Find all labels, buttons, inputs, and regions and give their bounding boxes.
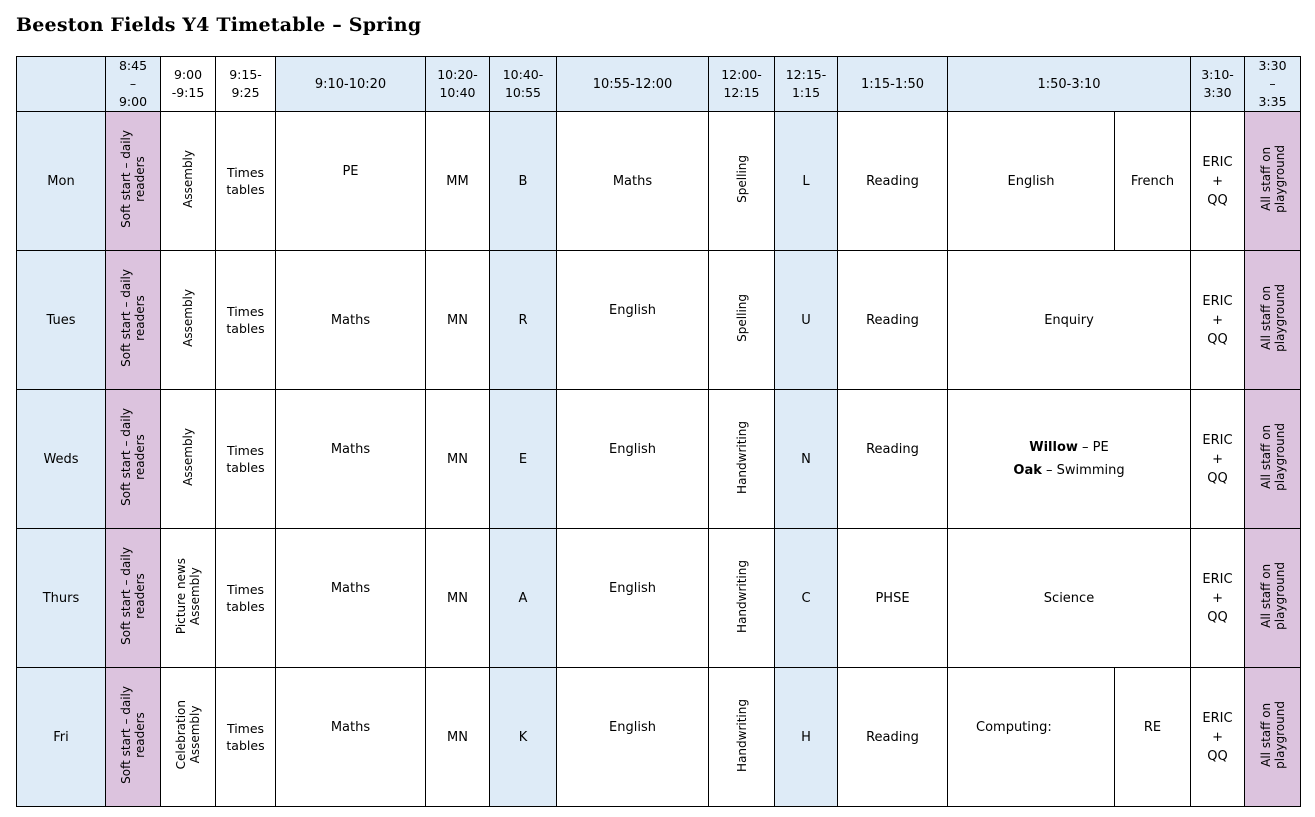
- lesson-cell: MN: [426, 251, 490, 390]
- table-row: [17, 251, 1301, 390]
- lesson-cell: Handwriting: [709, 668, 775, 807]
- group-willow: Willow: [1029, 440, 1078, 455]
- table-row: [17, 390, 1301, 529]
- eric-cell: ERIC + QQ: [1191, 251, 1245, 390]
- lesson-cell: English: [557, 390, 709, 529]
- lesson-cell: English: [948, 112, 1115, 251]
- header-cell: 3:30 – 3:35: [1245, 57, 1301, 112]
- playground-cell: All staff on playground: [1245, 529, 1301, 668]
- soft-start-cell: Soft start – daily readers: [106, 390, 161, 529]
- playground-cell: All staff on playground: [1245, 390, 1301, 529]
- header-corner: [17, 57, 106, 112]
- soft-start-cell: Soft start – daily readers: [106, 251, 161, 390]
- timetable: [16, 56, 1301, 807]
- lesson-cell: English: [557, 668, 709, 807]
- header-row: [17, 57, 1301, 112]
- soft-start-cell: Soft start – daily readers: [106, 112, 161, 251]
- header-cell: 9:10-10:20: [276, 57, 426, 112]
- times-tables-cell: Times tables: [216, 112, 276, 251]
- header-cell: 12:00- 12:15: [709, 57, 775, 112]
- header-cell: 3:10- 3:30: [1191, 57, 1245, 112]
- eric-cell: ERIC + QQ: [1191, 529, 1245, 668]
- lesson-cell: Enquiry: [948, 251, 1191, 390]
- page-title: Beeston Fields Y4 Timetable – Spring: [16, 14, 422, 36]
- lunch-cell: N: [775, 390, 838, 529]
- day-label: Weds: [17, 390, 106, 529]
- lesson-cell: English: [557, 251, 709, 390]
- lunch-cell: U: [775, 251, 838, 390]
- lesson-cell: RE: [1115, 668, 1191, 807]
- playground-cell: All staff on playground: [1245, 112, 1301, 251]
- lesson-cell: English: [557, 529, 709, 668]
- times-tables-cell: Times tables: [216, 668, 276, 807]
- day-label: Thurs: [17, 529, 106, 668]
- lesson-cell: Spelling: [709, 112, 775, 251]
- lesson-cell: Maths: [276, 529, 426, 668]
- header-cell: 12:15- 1:15: [775, 57, 838, 112]
- lesson-cell: Science: [948, 529, 1191, 668]
- lunch-cell: H: [775, 668, 838, 807]
- table-row: [17, 112, 1301, 251]
- header-cell: 1:50-3:10: [948, 57, 1191, 112]
- lesson-cell: MN: [426, 390, 490, 529]
- lunch-cell: C: [775, 529, 838, 668]
- header-cell: 10:55-12:00: [557, 57, 709, 112]
- lesson-cell: PE: [276, 112, 426, 251]
- table-row: [17, 668, 1301, 807]
- header-cell: 1:15-1:50: [838, 57, 948, 112]
- header-cell: 10:20- 10:40: [426, 57, 490, 112]
- soft-start-cell: Soft start – daily readers: [106, 529, 161, 668]
- table-row: [17, 529, 1301, 668]
- assembly-cell: Celebration Assembly: [161, 668, 216, 807]
- lesson-cell: Maths: [276, 668, 426, 807]
- day-label: Tues: [17, 251, 106, 390]
- lesson-cell: Computing:: [948, 668, 1115, 807]
- times-tables-cell: Times tables: [216, 529, 276, 668]
- playground-cell: All staff on playground: [1245, 251, 1301, 390]
- assembly-cell: Assembly: [161, 112, 216, 251]
- lesson-cell: Spelling: [709, 251, 775, 390]
- playground-cell: All staff on playground: [1245, 668, 1301, 807]
- break-cell: A: [490, 529, 557, 668]
- lesson-cell: Reading: [838, 390, 948, 529]
- lesson-cell: Reading: [838, 668, 948, 807]
- lesson-cell: Handwriting: [709, 529, 775, 668]
- assembly-cell: Assembly: [161, 390, 216, 529]
- lesson-cell: Willow – PE Oak – Swimming: [948, 390, 1191, 529]
- day-label: Mon: [17, 112, 106, 251]
- eric-cell: ERIC + QQ: [1191, 390, 1245, 529]
- group-oak: Oak: [1013, 463, 1042, 478]
- day-label: Fri: [17, 668, 106, 807]
- lesson-cell: Maths: [276, 251, 426, 390]
- times-tables-cell: Times tables: [216, 251, 276, 390]
- assembly-cell: Assembly: [161, 251, 216, 390]
- lesson-cell: MN: [426, 668, 490, 807]
- header-cell: 8:45 – 9:00: [106, 57, 161, 112]
- times-tables-cell: Times tables: [216, 390, 276, 529]
- lesson-cell: MM: [426, 112, 490, 251]
- assembly-cell: Picture news Assembly: [161, 529, 216, 668]
- header-cell: 10:40- 10:55: [490, 57, 557, 112]
- lesson-cell: Reading: [838, 251, 948, 390]
- break-cell: R: [490, 251, 557, 390]
- lesson-cell: Reading: [838, 112, 948, 251]
- lesson-cell: French: [1115, 112, 1191, 251]
- eric-cell: ERIC + QQ: [1191, 668, 1245, 807]
- break-cell: E: [490, 390, 557, 529]
- eric-cell: ERIC + QQ: [1191, 112, 1245, 251]
- header-cell: 9:00 -9:15: [161, 57, 216, 112]
- lesson-cell: Maths: [557, 112, 709, 251]
- lesson-cell: Maths: [276, 390, 426, 529]
- soft-start-cell: Soft start – daily readers: [106, 668, 161, 807]
- header-cell: 9:15- 9:25: [216, 57, 276, 112]
- lunch-cell: L: [775, 112, 838, 251]
- lesson-cell: Handwriting: [709, 390, 775, 529]
- break-cell: K: [490, 668, 557, 807]
- lesson-cell: PHSE: [838, 529, 948, 668]
- lesson-cell: MN: [426, 529, 490, 668]
- break-cell: B: [490, 112, 557, 251]
